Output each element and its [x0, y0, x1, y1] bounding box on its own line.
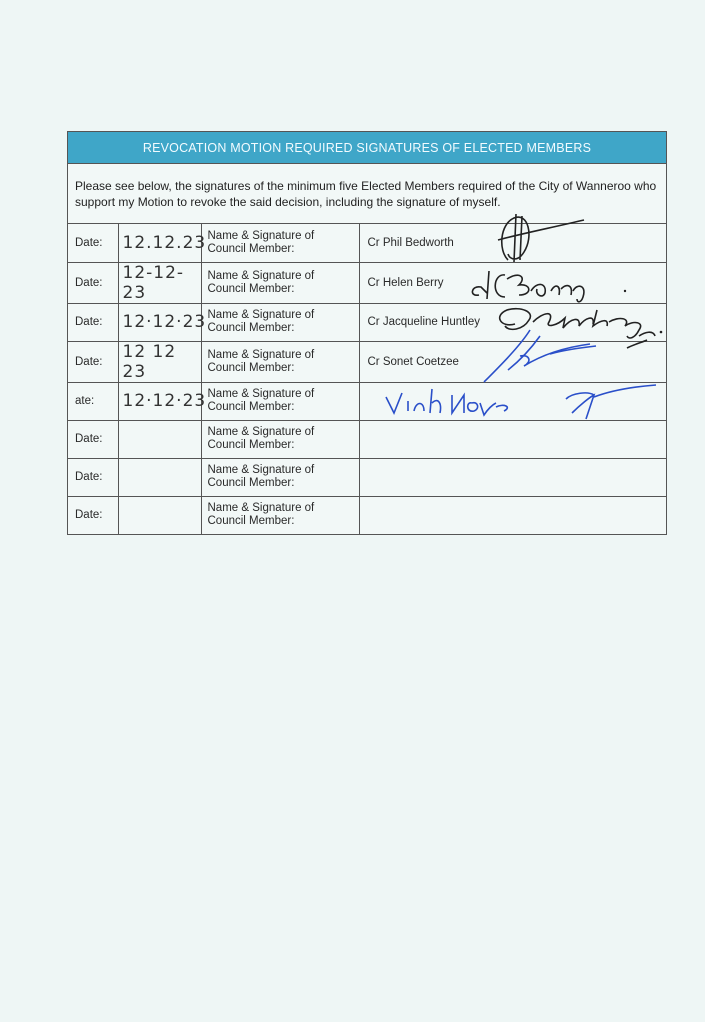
- member-name: [359, 496, 666, 534]
- signature-field-label: [201, 420, 359, 458]
- title-line-2: Council Member:: [207, 242, 295, 255]
- signature-field-label: [201, 458, 359, 496]
- intro-text: Please see below, the signatures of the minimum five Elected Members required of the City of Wanneroo who support my Motion to revoke the said decision, including the signature of myself.: [68, 164, 666, 224]
- title-line-1: Name & Signature of: [207, 269, 315, 282]
- form-header: REVOCATION MOTION REQUIRED SIGNATURES OF ELECTED MEMBERS: [68, 132, 666, 164]
- member-name-text: Cr Helen Berry: [367, 276, 444, 289]
- title-line-2: Council Member:: [207, 401, 295, 413]
- title-line-1: Name & Signature of: [207, 229, 315, 242]
- date-label: Date:: [68, 262, 118, 303]
- member-name: [359, 303, 666, 341]
- date-label: ate:: [68, 382, 118, 420]
- member-name-text: Cr Sonet Coetzee: [367, 355, 459, 368]
- date-value: [118, 496, 201, 534]
- member-name: [359, 341, 666, 382]
- date-label: Date:: [68, 420, 118, 458]
- member-name: [359, 262, 666, 303]
- date-value: 12.12.23: [118, 224, 201, 262]
- table-row: [68, 382, 666, 420]
- table-row: [68, 341, 666, 382]
- signature-table: [68, 224, 666, 534]
- member-name: [359, 420, 666, 458]
- title-line-2: Council Member:: [207, 439, 295, 451]
- table-row: [68, 420, 666, 458]
- member-name: [359, 458, 666, 496]
- table-row: [68, 458, 666, 496]
- signature-field-label: [201, 262, 359, 303]
- member-name-text: Cr Phil Bedworth: [367, 236, 454, 249]
- signature-field-label: [201, 303, 359, 341]
- table-row: [68, 303, 666, 341]
- title-line-2: Council Member:: [207, 477, 295, 489]
- title-line-2: Council Member:: [207, 361, 295, 374]
- title-line-1: Name & Signature of: [207, 464, 315, 476]
- title-line-1: Name & Signature of: [207, 388, 315, 400]
- date-label: Date:: [68, 496, 118, 534]
- date-label: Date:: [68, 224, 118, 262]
- date-label: Date:: [68, 458, 118, 496]
- date-value: 12-12-23: [118, 262, 201, 303]
- signature-form: [67, 131, 667, 535]
- date-value: 12·12·23: [118, 303, 201, 341]
- table-row: [68, 262, 666, 303]
- table-row: [68, 496, 666, 534]
- member-name: [359, 382, 666, 420]
- member-name-text: Cr Jacqueline Huntley: [367, 316, 481, 328]
- signature-field-label: [201, 341, 359, 382]
- date-value: 12 12 23: [118, 341, 201, 382]
- title-line-1: Name & Signature of: [207, 426, 315, 438]
- date-value: 12·12·23: [118, 382, 201, 420]
- title-line-1: Name & Signature of: [207, 502, 315, 515]
- handwritten-signature: [380, 383, 660, 423]
- title-line-2: Council Member:: [207, 322, 295, 334]
- date-label: Date:: [68, 303, 118, 341]
- signature-field-label: [201, 382, 359, 420]
- title-line-2: Council Member:: [207, 515, 295, 528]
- title-line-2: Council Member:: [207, 282, 295, 295]
- table-row: [68, 224, 666, 262]
- date-label: Date:: [68, 341, 118, 382]
- member-name: [359, 224, 666, 262]
- date-value: [118, 420, 201, 458]
- title-line-1: Name & Signature of: [207, 348, 315, 361]
- signature-field-label: [201, 224, 359, 262]
- date-value: [118, 458, 201, 496]
- title-line-1: Name & Signature of: [207, 309, 315, 321]
- handwritten-signature: [465, 267, 645, 307]
- signature-field-label: [201, 496, 359, 534]
